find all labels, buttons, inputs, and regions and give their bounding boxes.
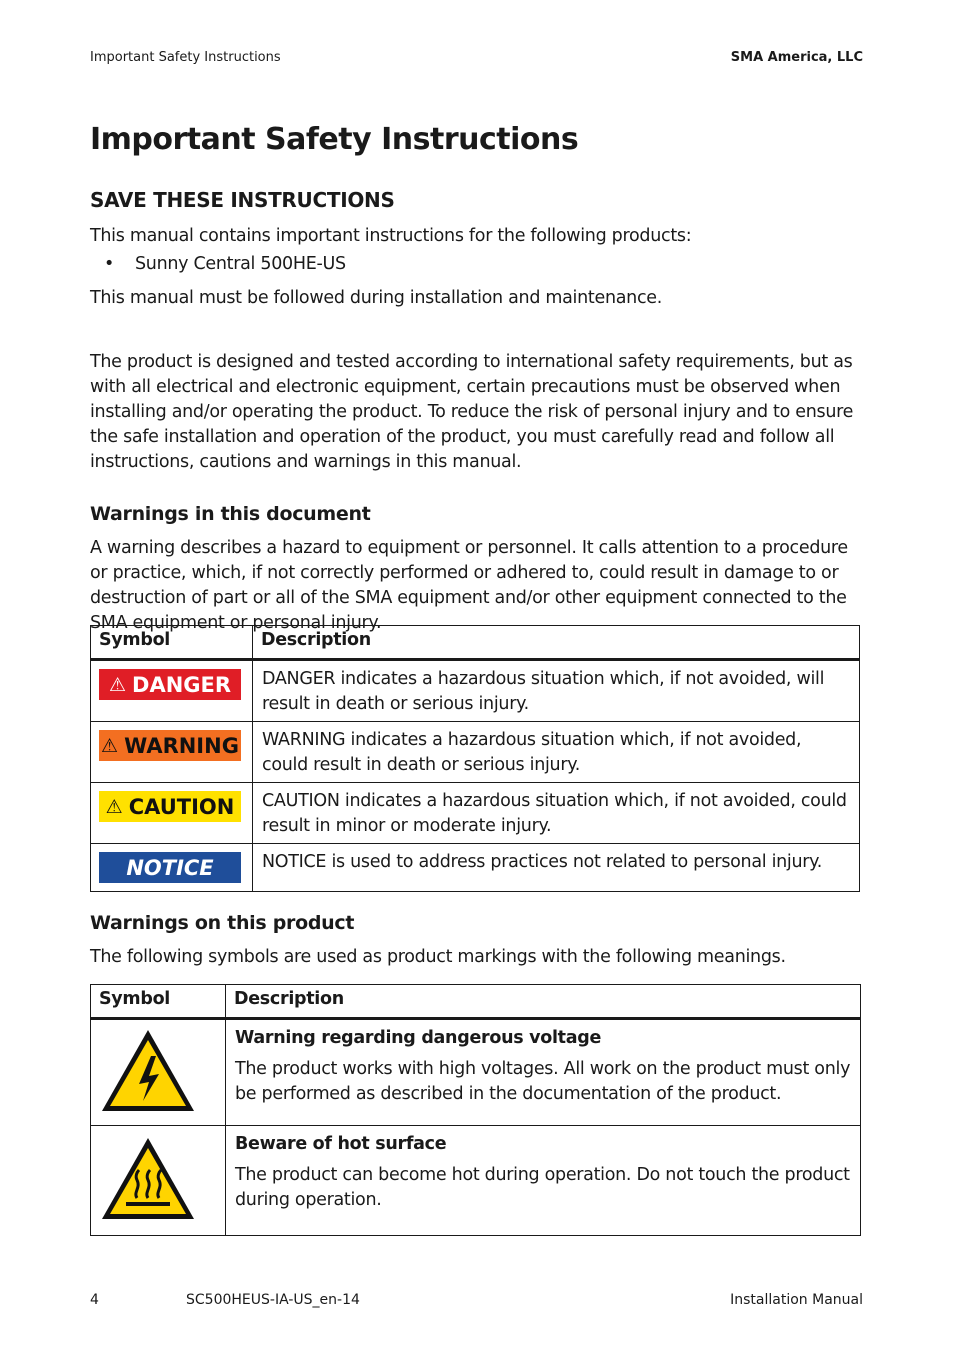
warnings-document-paragraph: A warning describes a hazard to equipment or personnel. It calls attention to a procedure or practice, which, if not correctly performed or adhered to, could result in damage to or destruction of part or all of the SMA equipment and/or other equipment connected to the SMA equipment or personal injury. xyxy=(90,538,848,633)
col-description-header: Description xyxy=(253,626,860,660)
save-instructions-heading: SAVE THESE INSTRUCTIONS xyxy=(90,188,395,212)
warning-triangle-icon: ⚠ xyxy=(105,795,123,818)
table-row xyxy=(91,1019,861,1126)
warning-triangle-icon: ⚠ xyxy=(108,673,127,696)
caution-description: CAUTION indicates a hazardous situation which, if not avoided, could result in minor or moderate injury. xyxy=(253,783,860,844)
document-type: Installation Manual xyxy=(730,1292,863,1308)
followed-paragraph: This manual must be followed during installation and maintenance. xyxy=(90,288,662,308)
danger-label: ⚠ DANGER xyxy=(99,669,241,700)
caution-label: ⚠ CAUTION xyxy=(99,791,241,822)
table-row xyxy=(91,783,860,844)
table-row xyxy=(91,660,860,722)
warning-description: WARNING indicates a hazardous situation which, if not avoided, could result in death or serious injury. xyxy=(253,722,860,783)
product-list-item: Sunny Central 500HE-US xyxy=(135,254,346,274)
notice-description: NOTICE is used to address practices not related to personal injury. xyxy=(253,844,860,892)
product-markings-table xyxy=(90,984,861,1236)
intro-paragraph: This manual contains important instructions for the following products: xyxy=(90,226,692,246)
col-symbol-header: Symbol xyxy=(91,626,253,660)
warning-label: ⚠ WARNING xyxy=(99,730,241,761)
notice-label: NOTICE xyxy=(99,852,241,883)
signal-words-table xyxy=(90,625,860,892)
table-row xyxy=(91,1126,861,1236)
voltage-warning-description: The product works with high voltages. All work on the product must only be performed as described in the documentation of the product. xyxy=(235,1059,851,1104)
table-row xyxy=(91,722,860,783)
warnings-document-heading: Warnings in this document xyxy=(90,503,371,525)
hot-surface-description: The product can become hot during operation. Do not touch the product during operation. xyxy=(235,1165,850,1210)
col-symbol-header: Symbol xyxy=(91,985,226,1019)
table-row xyxy=(91,844,860,892)
voltage-warning-title: Warning regarding dangerous voltage xyxy=(235,1028,602,1048)
warnings-product-paragraph: The following symbols are used as product markings with the following meanings. xyxy=(90,947,786,967)
page-number: 4 xyxy=(90,1292,99,1308)
hot-surface-title: Beware of hot surface xyxy=(235,1134,447,1154)
danger-description: DANGER indicates a hazardous situation which, if not avoided, will result in death or serious injury. xyxy=(253,660,860,722)
warnings-product-heading: Warnings on this product xyxy=(90,912,355,934)
design-paragraph: The product is designed and tested according to international safety requirements, but as with all electrical and electronic equipment, certain precautions must be observed when installing and/or operating the product. To reduce the risk of personal injury and to ensure the safe installation and operation of the product, you must carefully read and follow all instructions, cautions and warnings in this manual. xyxy=(90,352,854,472)
page-title: Important Safety Instructions xyxy=(90,122,579,157)
header-section-title: Important Safety Instructions xyxy=(90,50,281,65)
col-description-header: Description xyxy=(226,985,861,1019)
hot-surface-warning-icon xyxy=(99,1134,197,1222)
high-voltage-warning-icon xyxy=(99,1026,197,1114)
header-company: SMA America, LLC xyxy=(730,50,863,65)
document-id: SC500HEUS-IA-US_en-14 xyxy=(186,1292,360,1308)
bullet-marker: • xyxy=(104,254,115,274)
warning-triangle-icon: ⚠ xyxy=(101,734,119,757)
